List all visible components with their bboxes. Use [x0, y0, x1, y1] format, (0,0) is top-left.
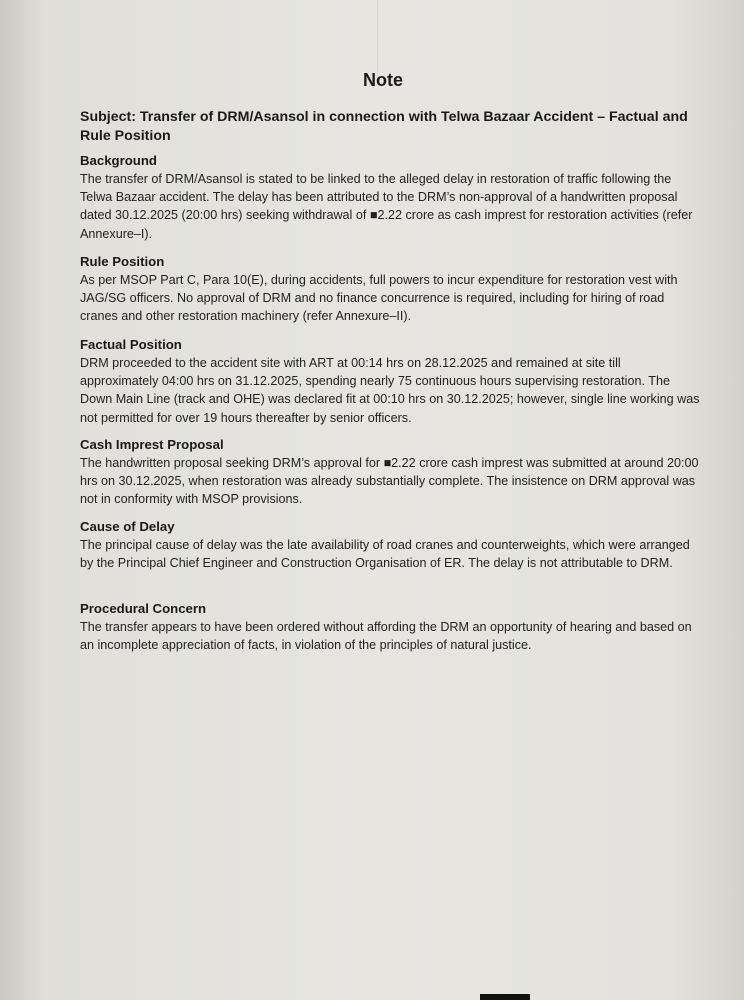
- section-cause-of-delay: [80, 518, 700, 572]
- section-heading: Background: [80, 153, 157, 168]
- section-body: The transfer appears to have been ordered without affording the DRM an opportunity of hearing and based on an incomplete appreciation of facts, in violation of the principles of natural justice.: [80, 620, 692, 653]
- section-heading: Cash Imprest Proposal: [80, 437, 224, 452]
- section-body: The principal cause of delay was the late availability of road cranes and counterweights, which were arranged by the Principal Chief Engineer and Construction Organisation of ER. The delay is not attributable to DRM.: [80, 538, 690, 571]
- section-body: The handwritten proposal seeking DRM’s approval for ■2.22 crore cash imprest was submitted at around 20:00 hrs on 30.12.2025, when restoration was already substantially complete. The insistence on DRM approval was not in conformity with MSOP provisions.: [80, 456, 699, 507]
- section-heading: Factual Position: [80, 337, 182, 352]
- section-heading: Procedural Concern: [80, 601, 207, 616]
- paper-fold-line: [377, 0, 378, 80]
- section-cash-imprest-proposal: [80, 436, 700, 509]
- subject-line: Subject: Transfer of DRM/Asansol in connection with Telwa Bazaar Accident – Factual and Rule Position: [80, 109, 688, 144]
- section-body: DRM proceeded to the accident site with ART at 00:14 hrs on 28.12.2025 and remained at site till approximately 04:00 hrs on 31.12.2025, spending nearly 75 continuous hours supervising restoration. The Down Main Line (track and OHE) was declared fit at 00:10 hrs on 30.12.2025; however, single line working was not permitted for over 19 hours thereafter by senior officers.: [80, 356, 700, 425]
- section-body: As per MSOP Part C, Para 10(E), during accidents, full powers to incur expenditure for restoration vest with JAG/SG officers. No approval of DRM and no finance concurrence is required, including for hiring of road cranes and other restoration machinery (refer Annexure–II).: [80, 273, 678, 324]
- bottom-edge-mark: [480, 994, 530, 1000]
- section-body: The transfer of DRM/Asansol is stated to be linked to the alleged delay in restoration of traffic following the Telwa Bazaar accident. The delay has been attributed to the DRM’s non-approval of a handwritten proposal dated 30.12.2025 (20:00 hrs) seeking withdrawal of ■2.22 crore as cash imprest for restoration activities (refer Annexure–I).: [80, 172, 693, 241]
- section-rule-position: [80, 253, 700, 326]
- section-background: [80, 152, 700, 243]
- section-procedural-concern: [80, 600, 700, 654]
- page-title: Note: [363, 70, 403, 90]
- section-heading: Cause of Delay: [80, 519, 175, 534]
- section-heading: Rule Position: [80, 254, 165, 269]
- section-factual-position: [80, 336, 700, 427]
